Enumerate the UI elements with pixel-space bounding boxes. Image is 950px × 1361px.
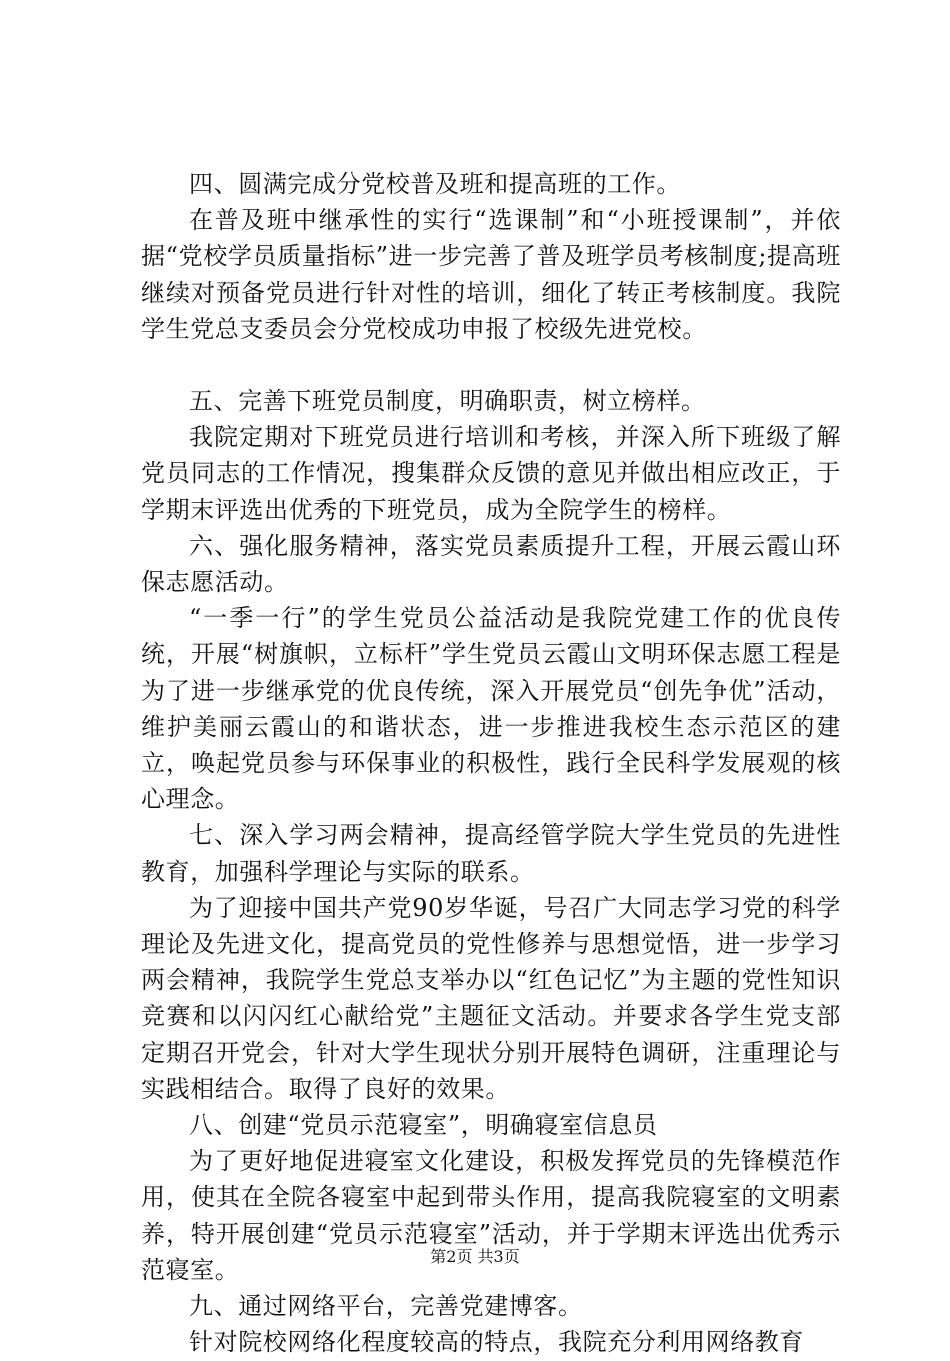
paragraph-gap [141, 347, 841, 383]
section-heading-6: 六、强化服务精神，落实党员素质提升工程，开展云霞山环保志愿活动。 [141, 531, 841, 597]
paragraph-section-9: 针对院校网络化程度较高的特点，我院充分利用网络教育 [189, 1328, 804, 1357]
section-heading-5: 五、完善下班党员制度，明确职责，树立榜样。 [189, 387, 706, 416]
paragraph-section-4: 在普及班中继承性的实行“选课制”和“小班授课制”，并依据“党校学员质量指标”进一步完善了普及班学员考核制度;提高班继续对预备党员进行针对性的培训，细化了转正考核制度。我院学生党总支委员会分党校成功申报了校级先进党校。 [141, 206, 841, 343]
paragraph-section-6: “一季一行”的学生党员公益活动是我院党建工作的优良传统，开展“树旗帜，立标杆”学生党员云霞山文明环保志愿工程是为了进一步继承党的优良传统，深入开展党员“创先争优”活动，维护美丽云霞山的和谐状态，进一步推进我校生态示范区的建立，唤起党员参与环保事业的积极性，践行全民科学发展观的核心理念。 [141, 604, 841, 814]
paragraph-section-8: 为了更好地促进寝室文化建设，积极发挥党员的先锋模范作用，使其在全院各寝室中起到带头作用，提高我院寝室的文明素养，特开展创建“党员示范寝室”活动，并于学期末评选出优秀示范寝室。 [141, 1147, 841, 1284]
paragraph-section-7: 为了迎接中国共产党90岁华诞，号召广大同志学习党的科学理论及先进文化，提高党员的党性修养与思想觉悟，进一步学习两会精神，我院学生党总支举办以“红色记忆”为主题的党性知识竞赛和以闪闪红心献给党”主题征文活动。并要求各学生党支部定期召开党会，针对大学生现状分别开展特色调研，注重理论与实践相结合。取得了良好的效果。 [141, 893, 841, 1103]
section-heading-8: 八、创建“党员示范寝室”，明确寝室信息员 [189, 1111, 658, 1140]
section-heading-7: 七、深入学习两会精神，提高经管学院大学生党员的先进性教育，加强科学理论与实际的联系。 [141, 821, 841, 886]
section-heading-9: 九、通过网络平台，完善党建博客。 [189, 1292, 583, 1321]
section-heading-4: 四、圆满完成分党校普及班和提高班的工作。 [189, 170, 681, 198]
page-number-footer: 第2页 共3页 [430, 1247, 520, 1266]
paragraph-section-5: 我院定期对下班党员进行培训和考核，并深入所下班级了解党员同志的工作情况，搜集群众反馈的意见并做出相应改正，于学期末评选出优秀的下班党员，成为全院学生的榜样。 [141, 423, 841, 524]
document-body [141, 166, 841, 1361]
